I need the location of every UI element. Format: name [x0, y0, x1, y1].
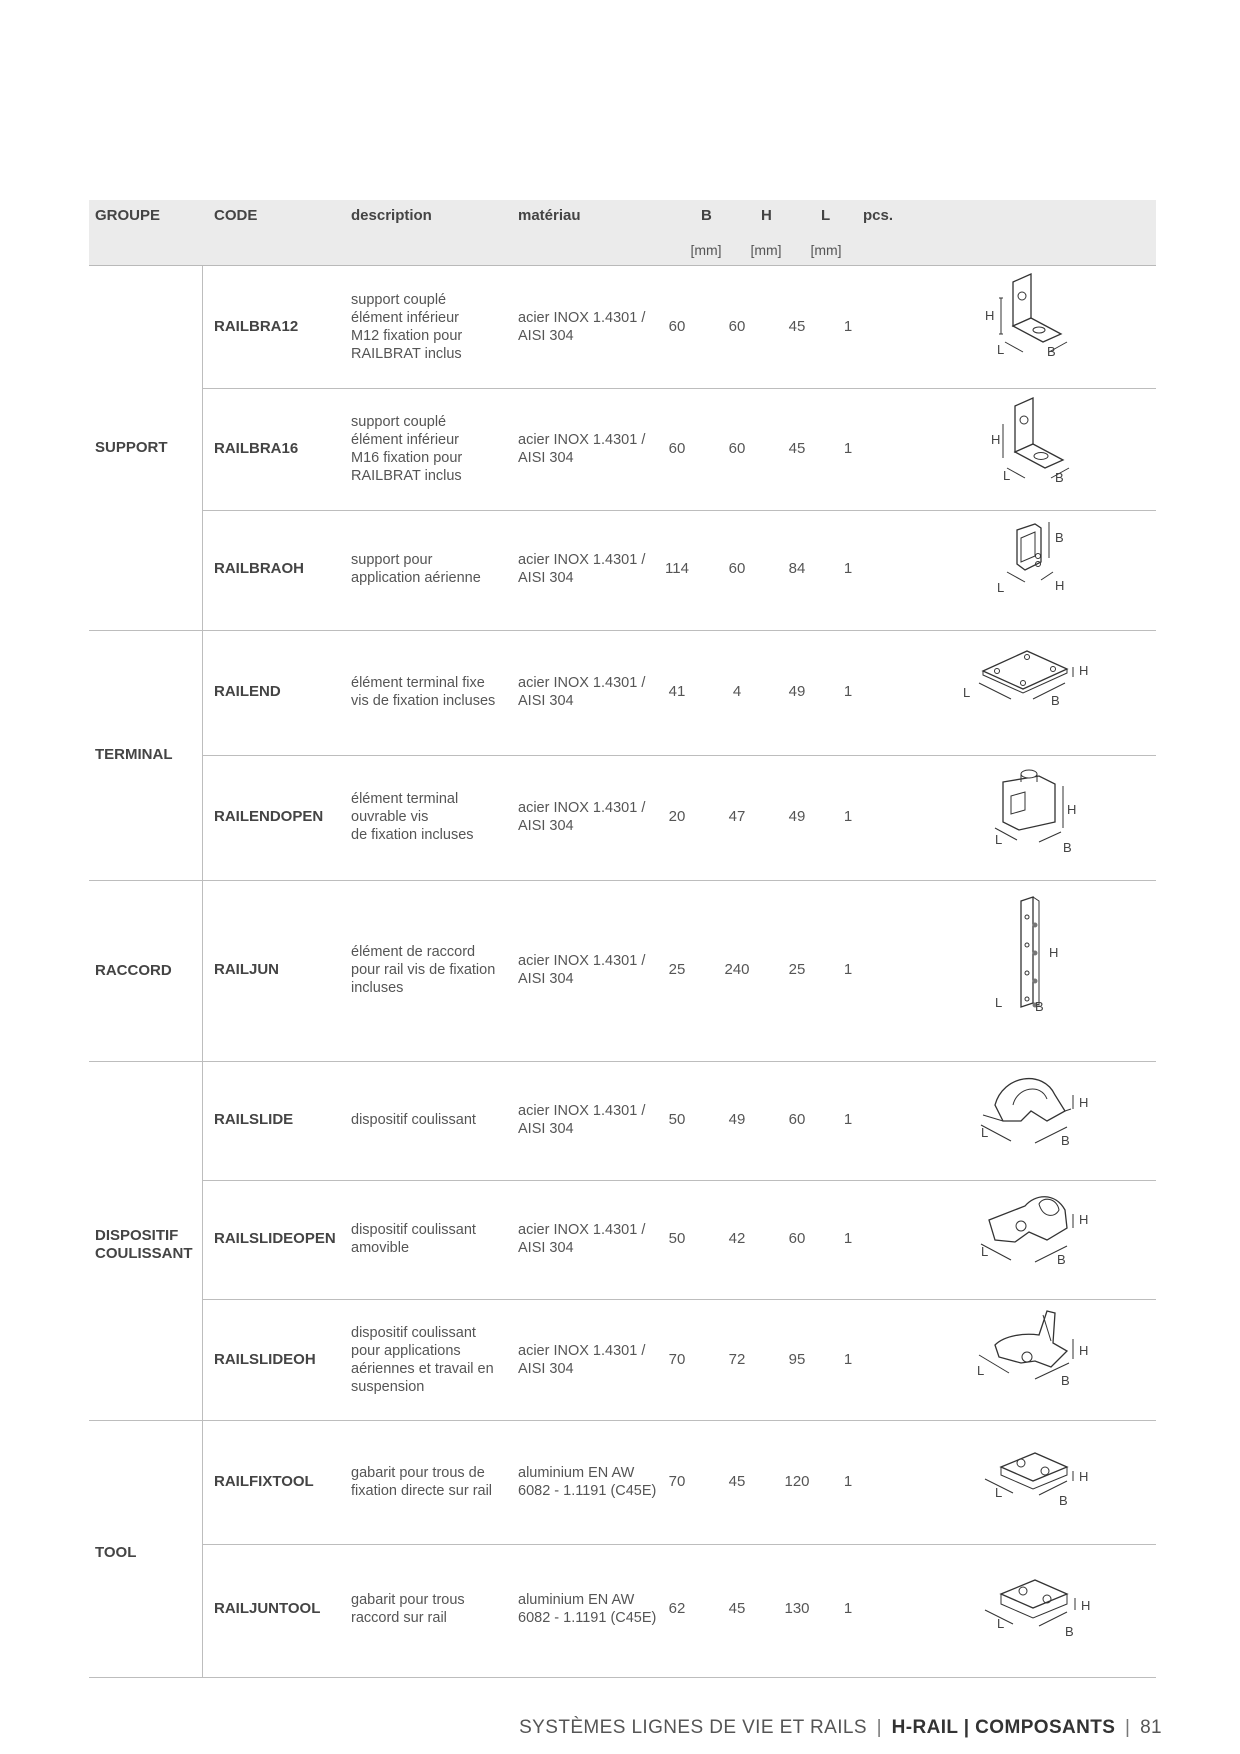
- row-code: RAILBRA16: [214, 440, 299, 457]
- dim-l-label: L: [997, 1616, 1005, 1631]
- row-separator: [202, 755, 1156, 756]
- row-pcs: 1: [843, 1600, 853, 1617]
- row-pcs: 1: [843, 440, 853, 457]
- header-h: H: [761, 207, 772, 224]
- row-separator: [202, 1299, 1156, 1300]
- header-l: L: [821, 207, 831, 224]
- row-b: 20: [668, 808, 686, 825]
- row-description: gabarit pour trous de fixation directe sur rail: [351, 1465, 493, 1499]
- row-materiau: acier INOX 1.4301 / AISI 304: [518, 310, 646, 344]
- junction-bar-icon: [955, 895, 1105, 1020]
- row-l: 60: [788, 1230, 806, 1247]
- group-dispositif-coulissant: DISPOSITIF COULISSANT: [95, 1227, 193, 1262]
- row-materiau: acier INOX 1.4301 / AISI 304: [518, 1222, 646, 1256]
- row-pcs: 1: [843, 318, 853, 335]
- row-description: dispositif coulissant: [351, 1112, 476, 1128]
- row-description: élément terminal ouvrable vis de fixation incluses: [351, 791, 474, 843]
- row-h: 47: [728, 808, 746, 825]
- dim-b-label: B: [1055, 470, 1064, 485]
- footer-page-number: 81: [1140, 1717, 1162, 1738]
- dim-l-label: L: [997, 342, 1005, 357]
- dim-b-label: B: [1035, 999, 1044, 1014]
- row-b: 50: [668, 1111, 686, 1128]
- dim-h-label: H: [985, 308, 995, 323]
- row-materiau: aluminium EN AW 6082 - 1.1191 (C45E): [518, 1592, 657, 1626]
- removable-slider-icon: [955, 1184, 1105, 1294]
- row-b: 41: [668, 683, 686, 700]
- row-separator: [202, 388, 1156, 389]
- row-h: 240: [724, 961, 750, 978]
- row-b: 50: [668, 1230, 686, 1247]
- dim-h-label: H: [1079, 1343, 1089, 1358]
- header-code: CODE: [214, 207, 258, 224]
- row-code: RAILJUNTOOL: [214, 1600, 321, 1617]
- end-plate-icon: [955, 637, 1105, 747]
- dim-l-label: L: [997, 580, 1005, 595]
- row-h: 60: [728, 440, 746, 457]
- row-code: RAILEND: [214, 683, 281, 700]
- group-separator: [89, 630, 1156, 631]
- row-l: 84: [788, 560, 806, 577]
- row-materiau: acier INOX 1.4301 / AISI 304: [518, 552, 646, 586]
- row-description: dispositif coulissant amovible: [351, 1222, 476, 1256]
- row-code: RAILBRAOH: [214, 560, 304, 577]
- header-pcs: pcs.: [863, 207, 894, 224]
- dim-l-label: L: [981, 1125, 989, 1140]
- header-description: description: [351, 207, 432, 224]
- row-materiau: aluminium EN AW 6082 - 1.1191 (C45E): [518, 1465, 657, 1499]
- dim-b-label: B: [1057, 1252, 1066, 1267]
- unit-b: [mm]: [690, 242, 722, 258]
- row-l: 120: [784, 1473, 810, 1490]
- row-l: 45: [788, 318, 806, 335]
- unit-l: [mm]: [810, 242, 842, 258]
- header-groupe: GROUPE: [95, 207, 161, 224]
- row-description: support couplé élément inférieur M12 fixation pour RAILBRAT inclus: [351, 292, 463, 362]
- overhead-bracket-icon: [955, 514, 1105, 624]
- dim-h-label: H: [991, 432, 1001, 447]
- page-footer: [519, 1717, 1162, 1739]
- row-l: 25: [788, 961, 806, 978]
- row-h: 60: [728, 318, 746, 335]
- row-separator: [202, 510, 1156, 511]
- dim-l-label: L: [981, 1244, 989, 1259]
- row-b: 70: [668, 1473, 686, 1490]
- unit-h: [mm]: [750, 242, 782, 258]
- row-code: RAILENDOPEN: [214, 808, 324, 825]
- group-separator: [89, 1420, 1156, 1421]
- row-l: 130: [784, 1600, 810, 1617]
- row-b: 60: [668, 318, 686, 335]
- row-l: 60: [788, 1111, 806, 1128]
- group-separator: [89, 1061, 1156, 1062]
- row-description: support pour application aérienne: [351, 552, 481, 586]
- dim-b-label: B: [1061, 1133, 1070, 1148]
- row-pcs: 1: [843, 683, 853, 700]
- row-materiau: acier INOX 1.4301 / AISI 304: [518, 675, 646, 709]
- row-description: élément de raccord pour rail vis de fixation incluses: [351, 944, 496, 996]
- dim-l-label: L: [977, 1363, 985, 1378]
- dim-h-label: H: [1079, 663, 1089, 678]
- row-b: 114: [665, 560, 689, 577]
- group-tool: TOOL: [95, 1544, 137, 1561]
- bracket-m12-icon: [955, 272, 1105, 382]
- group-support: SUPPORT: [95, 439, 168, 456]
- dim-h-label: H: [1081, 1598, 1091, 1613]
- row-l: 95: [788, 1351, 806, 1368]
- dim-b-label: B: [1059, 1493, 1068, 1508]
- row-h: 60: [728, 560, 746, 577]
- dim-b-label: B: [1055, 530, 1064, 545]
- row-separator: [202, 1180, 1156, 1181]
- dim-h-label: H: [1055, 578, 1065, 593]
- dim-l-label: L: [995, 1485, 1003, 1500]
- header-materiau: matériau: [518, 207, 581, 224]
- row-pcs: 1: [843, 560, 853, 577]
- row-materiau: acier INOX 1.4301 / AISI 304: [518, 953, 646, 987]
- row-code: RAILJUN: [214, 961, 280, 978]
- dim-h-label: H: [1079, 1212, 1089, 1227]
- dim-b-label: B: [1051, 693, 1060, 708]
- row-l: 49: [788, 808, 806, 825]
- table-bottom: [89, 1677, 1156, 1678]
- dim-h-label: H: [1079, 1095, 1089, 1110]
- dim-l-label: L: [995, 995, 1003, 1010]
- dim-h-label: H: [1049, 945, 1059, 960]
- row-pcs: 1: [843, 1473, 853, 1490]
- row-pcs: 1: [843, 808, 853, 825]
- dim-l-label: L: [963, 685, 971, 700]
- dim-l-label: L: [1003, 468, 1011, 483]
- row-h: 4: [732, 683, 742, 700]
- row-code: RAILBRA12: [214, 318, 299, 335]
- bracket-m16-icon: [955, 394, 1105, 504]
- row-b: 60: [668, 440, 686, 457]
- junction-jig-icon: [955, 1554, 1105, 1664]
- row-materiau: acier INOX 1.4301 / AISI 304: [518, 1103, 646, 1137]
- row-h: 45: [728, 1600, 746, 1617]
- row-pcs: 1: [843, 961, 853, 978]
- dim-l-label: L: [995, 832, 1003, 847]
- row-l: 49: [788, 683, 806, 700]
- row-pcs: 1: [843, 1230, 853, 1247]
- dim-b-label: B: [1065, 1624, 1074, 1639]
- dim-h-label: H: [1067, 802, 1077, 817]
- header-b: B: [701, 207, 712, 224]
- dim-b-label: B: [1063, 840, 1072, 855]
- table-header: [89, 200, 1156, 266]
- row-b: 70: [668, 1351, 686, 1368]
- row-l: 45: [788, 440, 806, 457]
- row-code: RAILSLIDEOH: [214, 1351, 316, 1368]
- row-pcs: 1: [843, 1351, 853, 1368]
- group-divider: [202, 266, 203, 1678]
- group-raccord: RACCORD: [95, 962, 172, 979]
- footer-section: SYSTÈMES LIGNES DE VIE ET RAILS: [519, 1717, 867, 1738]
- footer-separator: |: [1125, 1717, 1131, 1738]
- row-code: RAILSLIDEOPEN: [214, 1230, 336, 1247]
- row-h: 72: [728, 1351, 746, 1368]
- row-h: 45: [728, 1473, 746, 1490]
- openable-end-icon: [955, 762, 1105, 872]
- group-separator: [89, 880, 1156, 881]
- footer-product: H-RAIL | COMPOSANTS: [891, 1717, 1116, 1738]
- row-pcs: 1: [843, 1111, 853, 1128]
- row-materiau: acier INOX 1.4301 / AISI 304: [518, 800, 646, 834]
- row-code: RAILSLIDE: [214, 1111, 294, 1128]
- row-h: 49: [728, 1111, 746, 1128]
- dim-b-label: B: [1061, 1373, 1070, 1388]
- row-separator: [202, 1544, 1156, 1545]
- row-b: 25: [668, 961, 686, 978]
- row-description: dispositif coulissant pour applications aériennes et travail en suspension: [351, 1325, 494, 1395]
- drill-jig-icon: [955, 1427, 1105, 1537]
- row-code: RAILFIXTOOL: [214, 1473, 314, 1490]
- row-description: élément terminal fixe vis de fixation incluses: [351, 675, 496, 709]
- row-materiau: acier INOX 1.4301 / AISI 304: [518, 432, 646, 466]
- overhead-slider-icon: [955, 1305, 1105, 1415]
- row-description: gabarit pour trous raccord sur rail: [351, 1592, 465, 1626]
- row-materiau: acier INOX 1.4301 / AISI 304: [518, 1343, 646, 1377]
- row-description: support couplé élément inférieur M16 fixation pour RAILBRAT inclus: [351, 414, 463, 484]
- slider-icon: [955, 1065, 1105, 1175]
- group-terminal: TERMINAL: [95, 746, 173, 763]
- footer-separator: |: [876, 1717, 882, 1738]
- row-h: 42: [728, 1230, 746, 1247]
- dim-b-label: B: [1047, 344, 1056, 359]
- dim-h-label: H: [1079, 1469, 1089, 1484]
- row-b: 62: [668, 1600, 686, 1617]
